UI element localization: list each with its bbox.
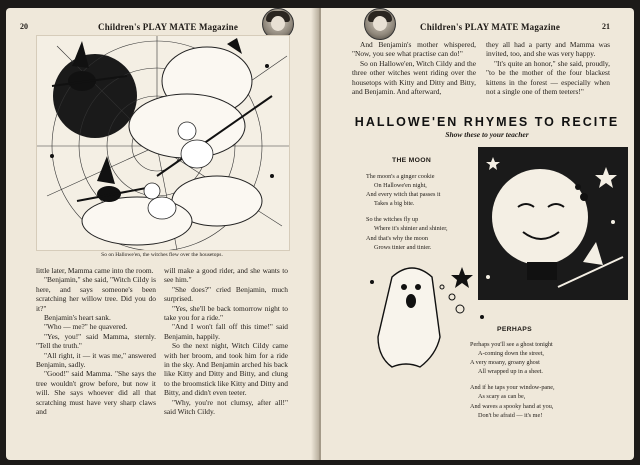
ghost-mouth bbox=[406, 294, 416, 308]
story-paragraph: "Why, you're not clumsy, after all!" said Witch Cildy. bbox=[164, 397, 288, 417]
story-paragraph: "Who — me?" he quavered. bbox=[44, 322, 128, 332]
left-page-column-1 bbox=[36, 266, 156, 417]
poem-perhaps bbox=[470, 340, 555, 420]
poem-line: On Hallowe'en night, bbox=[374, 182, 427, 190]
story-paragraph: "Good!" said Mamma. "She says the tree wouldn't grow before, but now it will. She says whoever did all that scratching must have very sharp claws and bbox=[36, 369, 156, 417]
left-page-column-2 bbox=[164, 266, 288, 417]
left-page-number: 20 bbox=[20, 22, 28, 31]
story-paragraph: "It's quite an honor," she said, proudly, "to be the mother of the four blackest kittens in the forest — especially when not a single one of them teeters!" bbox=[486, 58, 610, 97]
right-page-column-1 bbox=[352, 40, 476, 96]
poem-line: And every witch that passes it bbox=[366, 191, 441, 199]
left-page-header: Children's PLAY MATE Magazine bbox=[98, 22, 239, 32]
moon-shape bbox=[53, 54, 137, 138]
story-paragraph: "Yes, you!" said Mamma, sternly. "Tell the truth." bbox=[36, 331, 156, 351]
poem-line: Perhaps you'll see a ghost tonight bbox=[470, 341, 553, 348]
moon-bite bbox=[575, 184, 581, 190]
moon-face bbox=[492, 169, 588, 265]
poem-line: And if he taps your window-pane, bbox=[470, 384, 555, 392]
story-paragraph: little later, Mamma came into the room. bbox=[36, 266, 154, 275]
rhymes-subheading: Show these to your teacher bbox=[445, 130, 529, 139]
poem-line: Where it's shinier and shinier, bbox=[374, 225, 448, 233]
ghost-sheet bbox=[378, 268, 440, 367]
spooky-swirls bbox=[440, 285, 464, 313]
ghost-eye-right bbox=[415, 284, 421, 290]
right-page-number: 21 bbox=[602, 22, 610, 31]
witches-illustration bbox=[36, 35, 290, 251]
ghost-eye-left bbox=[401, 284, 407, 290]
story-paragraph: "She does?" cried Benjamin, much surprised. bbox=[164, 284, 288, 304]
poem-line: And that's why the moon bbox=[366, 234, 428, 242]
poem-line: Don't be afraid — it's me! bbox=[478, 411, 543, 419]
illustration-caption: So on Hallowe'en, the witches flew over the housetops. bbox=[101, 252, 223, 258]
poem-line: A very moany, groany ghost bbox=[470, 359, 540, 367]
poem-line: All wrapped up in a sheet. bbox=[478, 368, 543, 376]
story-paragraph: So the next night, Witch Cildy came with her broom, and took him for a ride in the sky. And Benjamin arched his back like Kitty and Ditty and Bitty, and clung to the broomstick like Kitty and Ditty and Bitty, and didn't even teeter. bbox=[164, 341, 288, 398]
header-portrait-right bbox=[364, 8, 396, 40]
poem-title-perhaps: PERHAPS bbox=[497, 326, 532, 333]
poem-title-moon: THE MOON bbox=[392, 157, 432, 164]
story-paragraph: they all had a party and Mamma was invited, too, and she was very happy. bbox=[486, 40, 610, 59]
story-paragraph: So on Hallowe'en, Witch Cildy and the three other witches went riding over the housetops with Kitty and Ditty and Bitty, and Benjamin. And afterward, bbox=[352, 58, 476, 97]
story-paragraph: "Benjamin," she said, "Witch Cildy is here, and says someone's been scratching her willow tree. Did you do it?" bbox=[36, 275, 156, 313]
poem-line: As scary as can be, bbox=[478, 393, 526, 401]
story-paragraph: "All right, it — it was me," answered Benjamin, sadly. bbox=[36, 350, 156, 370]
poem-the-moon bbox=[366, 172, 448, 252]
signature-box bbox=[527, 262, 557, 280]
poem-line: The moon's a ginger cookie bbox=[366, 173, 435, 180]
story-paragraph: "Yes, she'll be back tomorrow night to take you for a ride." bbox=[164, 303, 288, 323]
poem-line: Takes a big bite. bbox=[374, 200, 415, 208]
poem-line: A-coming down the street, bbox=[478, 350, 544, 358]
rhymes-heading: HALLOWE'EN RHYMES TO RECITE bbox=[354, 115, 620, 129]
right-page-column-2 bbox=[486, 40, 610, 96]
right-page-header: Children's PLAY MATE Magazine bbox=[420, 22, 561, 32]
poem-line: So the witches fly up bbox=[366, 216, 419, 224]
story-paragraph: Benjamin's heart sank. bbox=[44, 313, 111, 323]
story-paragraph: And Benjamin's mother whispered, "Now, you see what practise can do!" bbox=[352, 40, 476, 59]
story-paragraph: "And I won't fall off this time!" said Benjamin, happily. bbox=[164, 322, 288, 341]
poem-line: And waves a spooky hand at you, bbox=[470, 402, 554, 410]
poem-line: Grows tinier and tinier. bbox=[374, 243, 432, 251]
story-paragraph: will make a good rider, and she wants to see him." bbox=[164, 266, 288, 285]
witches-scene-svg bbox=[37, 36, 289, 250]
moon-bite bbox=[580, 193, 588, 201]
